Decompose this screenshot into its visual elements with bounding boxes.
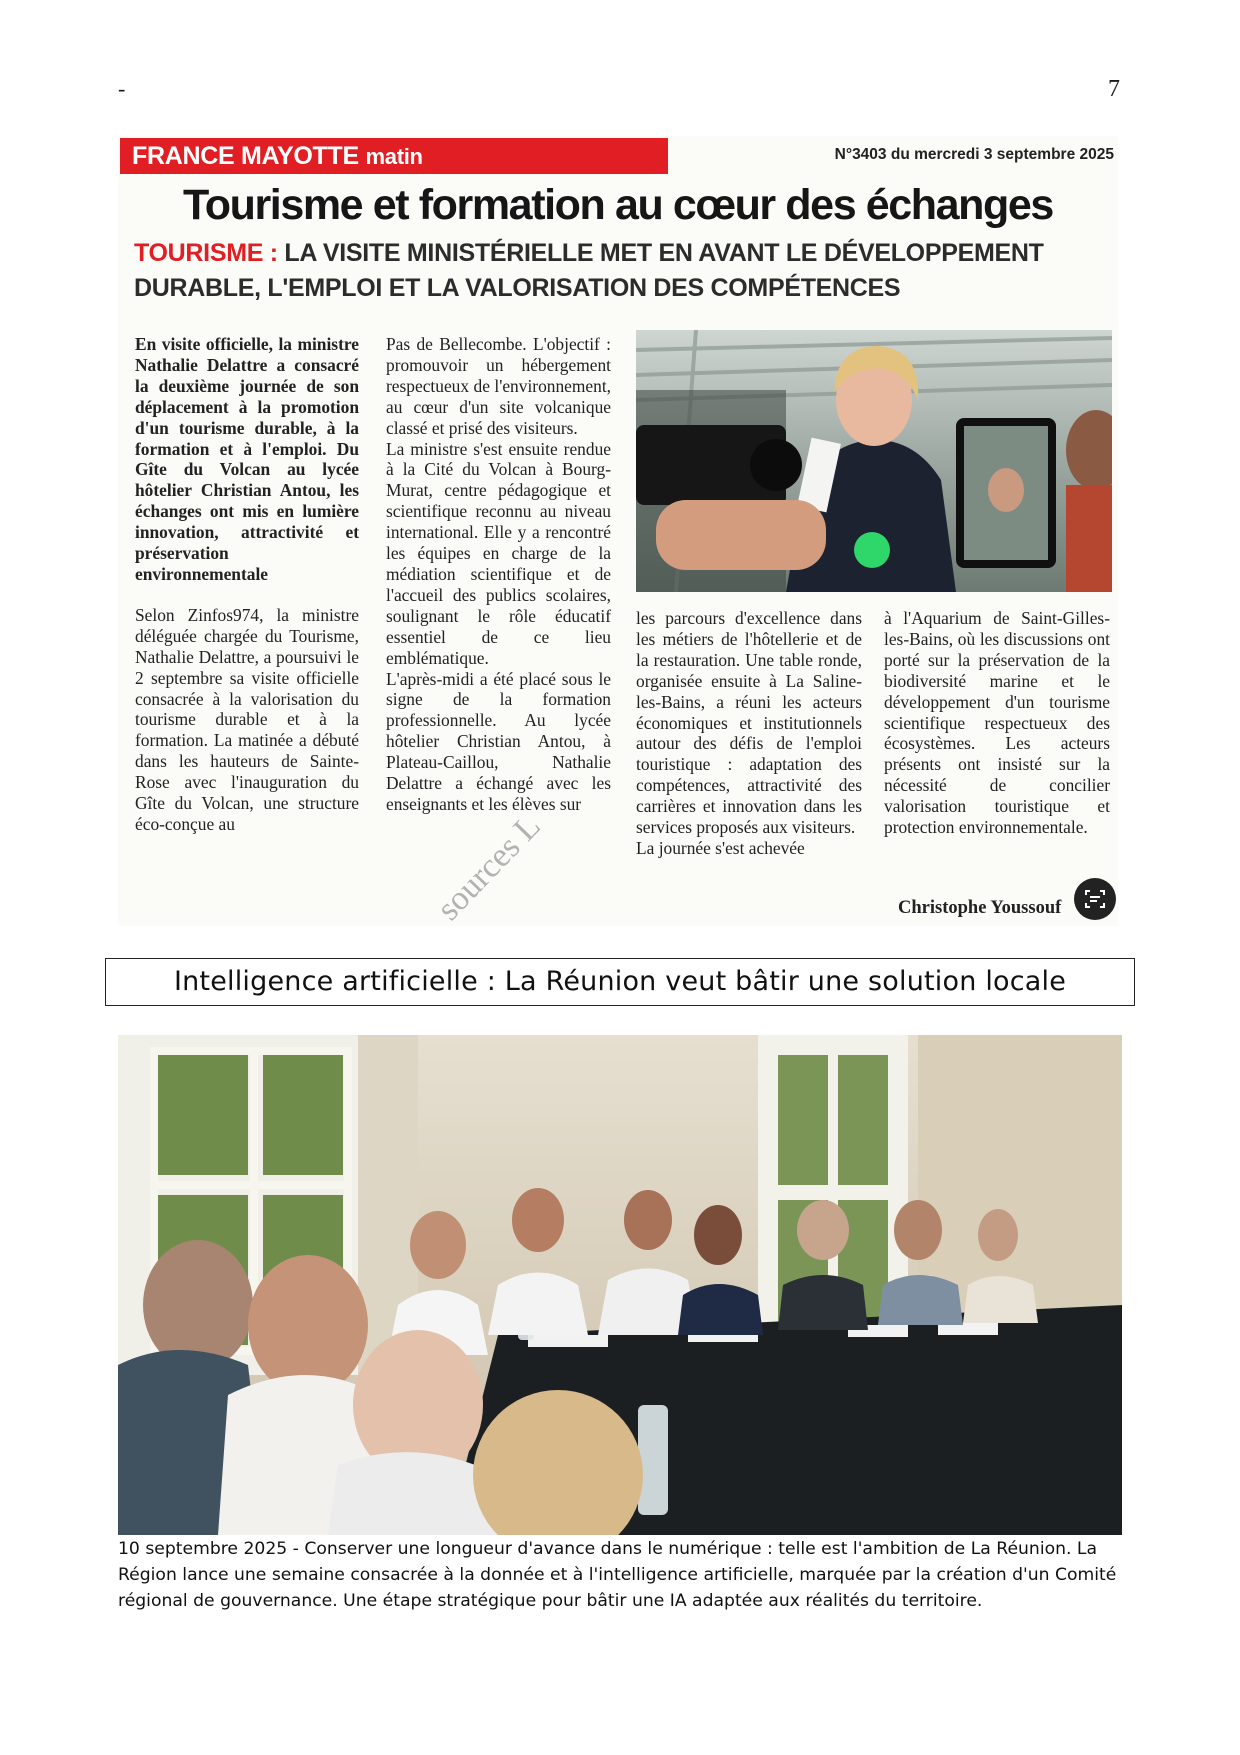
minister-interview-photo (636, 330, 1112, 592)
kicker-label: TOURISME : (134, 239, 278, 267)
article-byline: Christophe Youssouf (898, 898, 1062, 918)
article-headline: Tourisme et formation au cœur des échanges (183, 181, 1053, 229)
article-paragraph: Selon Zinfos974, la ministre déléguée chargée du Tourisme, Nathalie Delattre, a poursuivi le 2 septembre sa visite officielle consacrée à la valorisation du tourisme durable et à la formation. La matinée a débuté dans les hauteurs de Sainte-Rose avec l'inauguration du Gîte du Volcan, une structure éco-conçue au (135, 604, 359, 834)
ai-meeting-photo (118, 1035, 1122, 1535)
article-kicker (134, 236, 1114, 306)
newspaper-clipping (118, 136, 1118, 926)
photo-caption: 10 septembre 2025 - Conserver une longueur d'avance dans le numérique : telle est l'ambition de La Réunion. La Région lance une semaine consacrée à la donnée et à l'intelligence artificielle, marquée par la création d'un Comité régional de gouvernance. Une étape stratégique pour bâtir une IA adaptée aux réalités du territoire. (118, 1539, 1117, 1611)
article-lead: En visite officielle, la ministre Nathalie Delattre a consacré la deuxième journée de son déplacement à la promotion d'un tourisme durable, à la formation et à l'emploi. Du Gîte du Volcan au lycée hôtelier Christian Antou, les échanges ont mis en lumière innovation, attractivité et préservation environnementale (135, 334, 359, 584)
article-paragraph: à l'Aquarium de Saint-Gilles-les-Bains, où les discussions ont porté sur la préservation de la biodiversité marine et le développement d'un tourisme scientifique respectueux des écosystèmes. Les acteurs présents ont insisté sur la nécessité de concilier valorisation touristique et protection environnementale. (884, 608, 1110, 838)
article-column-2 (386, 334, 611, 815)
article-paragraph: La journée s'est achevée (636, 837, 805, 858)
masthead (120, 138, 668, 174)
article-paragraph: les parcours d'excellence dans les métiers de l'hôtellerie et de la restauration. Une table ronde, organisée ensuite à La Saline-les-Bains, a réuni les acteurs économiques et institutionnels autour des défis de l'emploi touristique : adaptation des compétences, attractivité des carrières et innovation dans les services proposés aux visiteurs. (636, 608, 862, 838)
article-paragraph: L'après-midi a été placé sous le signe de la formation professionnelle. Au lycée hôtelier Christian Antou, à Plateau-Caillou, Nathalie Delattre a échangé avec les enseignants et les élèves sur (386, 668, 611, 814)
article-column-3 (636, 608, 862, 859)
section-title: Intelligence artificielle : La Réunion veut bâtir une solution locale (105, 958, 1135, 1006)
scan-icon[interactable] (1074, 878, 1116, 920)
article-column-1 (135, 334, 359, 835)
issue-line: N°3403 du mercredi 3 septembre 2025 (834, 146, 1114, 163)
watermark: sources L (430, 807, 548, 928)
masthead-subtitle: matin (365, 144, 423, 169)
page-number: 7 (1108, 76, 1120, 102)
kicker-text: LA VISITE MINISTÉRIELLE MET EN AVANT LE DÉVELOPPEMENT DURABLE, L'EMPLOI ET LA VALORISATION DES COMPÉTENCES (134, 239, 1044, 302)
header-mark: - (118, 76, 126, 101)
article-paragraph: La ministre s'est ensuite rendue à la Cité du Volcan à Bourg-Murat, centre pédagogique et scientifique reconnu au niveau international. Elle y a rencontré les équipes en charge de la médiation scientifique et de l'accueil des publics scolaires, soulignant le rôle éducatif essentiel de ce lieu emblématique. (386, 438, 611, 668)
article-column-4 (884, 608, 1110, 838)
article-paragraph: Pas de Bellecombe. L'objectif : promouvoir un hébergement respectueux de l'environnement, au cœur d'un site volcanique classé et prisé des visiteurs. (386, 334, 611, 438)
masthead-title: FRANCE MAYOTTE (132, 142, 359, 170)
